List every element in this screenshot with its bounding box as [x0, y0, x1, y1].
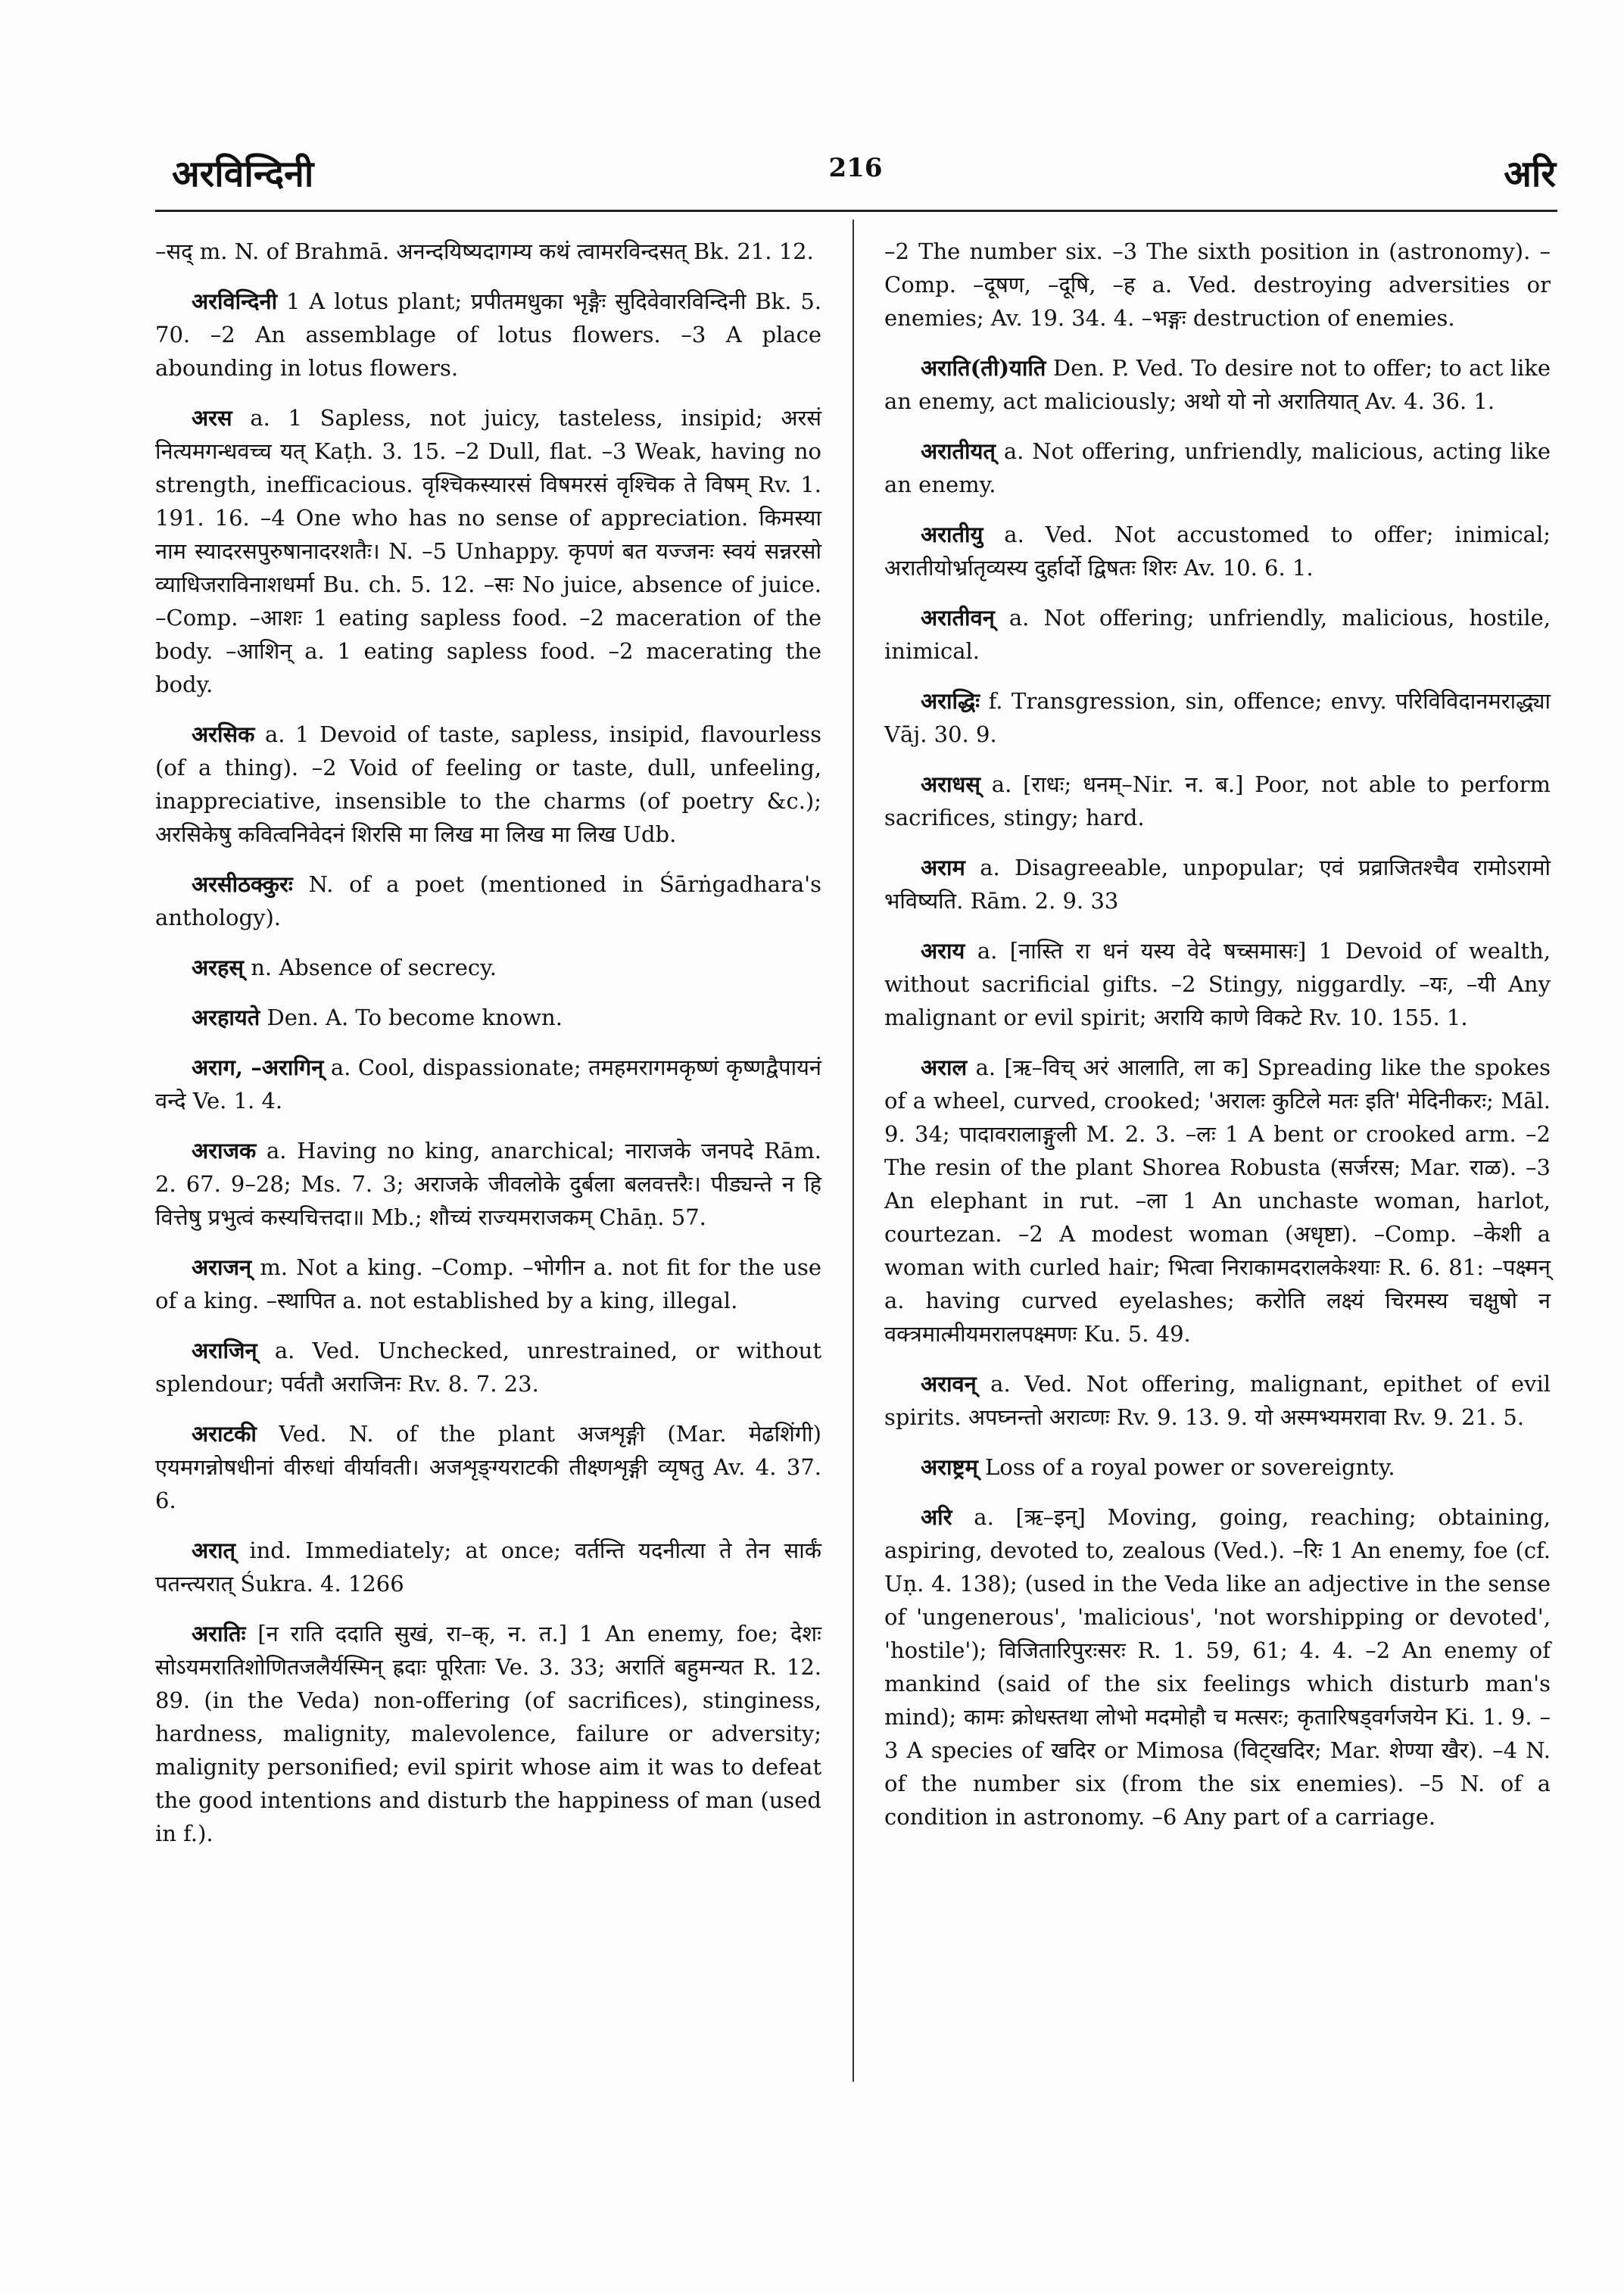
entry-headword: अरविन्दिनी: [192, 288, 278, 314]
entry-text: a. 1 Devoid of taste, sapless, insipid, flavourless (of a thing). –2 Void of feeling or taste, dull, unfeeling, inappreciative, insensible to the charms (of poetry &c.); अरसिकेषु कवित्वनिवेदनं शिरसि मा लिख मा लिख मा लिख Udb.: [155, 721, 821, 847]
entry-headword: अरसीठक्कुरः: [192, 871, 293, 897]
entry-text: 1 A lotus plant; प्रपीतमधुका भृङ्गैः सुदिवेवारविन्दिनी Bk. 5. 70. –2 An assemblage of lotus flowers. –3 A place abounding in lotus flowers.: [155, 288, 821, 381]
entry-headword: अराति(ती)याति: [921, 355, 1046, 381]
dictionary-entry: [155, 1001, 821, 1034]
dictionary-entry: [155, 718, 821, 851]
dictionary-entry: [155, 1251, 821, 1317]
entry-text: Loss of a royal power or sovereignty.: [985, 1454, 1395, 1480]
dictionary-entry: [884, 1500, 1551, 1833]
dictionary-entry: [884, 351, 1551, 418]
page-number: 216: [828, 153, 883, 183]
entry-headword: अराष्ट्रम्: [921, 1454, 978, 1480]
dictionary-entry: [884, 684, 1551, 751]
entry-headword: अरहस्: [192, 955, 245, 980]
entry-headword: अरातीवन्: [921, 605, 995, 631]
entry-text: Den. P. Ved. To desire not to offer; to act like an enemy, act maliciously; अथो यो नो अरातियात् Av. 4. 36. 1.: [884, 355, 1551, 414]
dictionary-entry: [884, 1051, 1551, 1351]
left-column: [155, 235, 821, 1867]
entry-headword: अरातिः: [192, 1621, 246, 1647]
dictionary-entry: [155, 868, 821, 934]
entry-text: [न राति ददाति सुखं, रा–क्, न. त.] 1 An enemy, foe; देशः सोऽयमरातिशोणितजलैर्यस्मिन् ह्रदाः पूरिताः Ve. 3. 33; अरातिं बहुमन्यत R. 12. 89. (in the Veda) non-offering (of sacrifices), stinginess, hardness, malignity, malevolence, failure or adversity; malignity personified; evil spirit whose aim it was to defeat the good intentions and disturb the happiness of man (used in f.).: [155, 1621, 821, 1846]
dictionary-entry: [155, 1051, 821, 1117]
dictionary-entry: [884, 768, 1551, 834]
entry-text: ind. Immediately; at once; वर्तन्ति यदनीत्या ते तेन सार्कं पतन्त्यरात् Śukra. 4. 1266: [155, 1537, 821, 1597]
entry-headword: अराटकी: [192, 1421, 257, 1447]
entry-headword: अरि: [921, 1504, 952, 1530]
entry-text: m. Not a king. –Comp. –भोगीन a. not fit for the use of a king. –स्थापित a. not established by a king, illegal.: [155, 1254, 822, 1313]
dictionary-entry: [155, 401, 821, 701]
entry-text: –2 The number six. –3 The sixth position in (astronomy). –Comp. –दूषण, –दूषि, –ह a. Ved. destroying adversities or enemies; Av. 19. 34. 4. –भङ्गः destruction of enemies.: [884, 238, 1551, 331]
running-head-left: अरविन्दिनी: [172, 153, 314, 195]
entry-text: N. of a poet (mentioned in Śārṅgadhara's anthology).: [155, 871, 821, 930]
entry-headword: अराम: [921, 855, 965, 880]
entry-text: a. Not offering, unfriendly, malicious, acting like an enemy.: [884, 438, 1551, 497]
entry-text: Den. A. To become known.: [267, 1005, 563, 1030]
entry-headword: अरात्: [192, 1537, 236, 1563]
running-head-right: अरि: [1504, 153, 1556, 195]
right-column: [884, 235, 1551, 1850]
dictionary-entry: [155, 951, 821, 984]
entry-text: a. [ऋ–विच् अरं आलाति, ला क] Spreading like the spokes of a wheel, curved, crooked; 'अरालः कुटिले मतः इति' मेदिनीकरः; Māl. 9. 34; पादावरालाङ्गुली M. 2. 3. –लः 1 A bent or crooked arm. –2 The resin of the plant Shorea Robusta (सर्जरस; Mar. राळ). –3 An elephant in rut. –ला 1 An unchaste woman, harlot, courtezan. –2 A modest woman (अधृष्टा). –Comp. –केशी a woman with curled hair; भित्वा निराकामदरालकेश्याः R. 6. 81: –पक्ष्मन् a. having curved eyelashes; करोति लक्ष्यं चिरमस्य चक्षुषो न वक्त्रमात्मीयमरालपक्ष्मणः Ku. 5. 49.: [884, 1055, 1551, 1347]
header-rule: [155, 210, 1557, 212]
entry-text: n. Absence of secrecy.: [251, 955, 497, 980]
entry-headword: अरावन्: [921, 1371, 977, 1397]
entry-text: f. Transgression, sin, offence; envy. परिविविदानमराद्ध्या Vāj. 30. 9.: [884, 688, 1551, 747]
entry-text: a. [नास्ति रा धनं यस्य वेदे षच्समासः] 1 Devoid of wealth, without sacrificial gifts. –2 Stingy, niggardly. –यः, –यी Any malignant or evil spirit; अरायि काणे विकटे Rv. 10. 155. 1.: [884, 938, 1551, 1030]
dictionary-entry: [155, 1617, 821, 1850]
entry-text: a. Ved. Not offering, malignant, epithet of evil spirits. अपघ्नन्तो अराव्णः Rv. 9. 13. 9. यो अस्मभ्यमरावा Rv. 9. 21. 5.: [884, 1371, 1551, 1430]
entry-headword: अरातीयत्: [921, 438, 996, 464]
entry-headword: अराल: [921, 1055, 968, 1080]
entry-text: a. Ved. Not accustomed to offer; inimical; अरातीयोर्भ्रातृव्यस्य दुर्हार्दो द्विषतः शिरः Av. 10. 6. 1.: [884, 522, 1551, 581]
dictionary-entry: [884, 1367, 1551, 1434]
entry-text: a. Not offering; unfriendly, malicious, hostile, inimical.: [884, 605, 1551, 664]
entry-text: –सद् m. N. of Brahmā. अनन्दयिष्यदागम्य कथं त्वामरविन्दसत् Bk. 21. 12.: [155, 238, 814, 264]
entry-headword: अराद्धिः: [921, 688, 980, 714]
entry-text: Ved. N. of the plant अजशृङ्गी (Mar. मेढशिंगी) एयमगन्नोषधीनां वीरुधां वीर्यावती। अजशृङ्ग्यराटकी तीक्ष्णशृङ्गी व्यृषतु Av. 4. 37. 6.: [155, 1421, 821, 1513]
dictionary-entry: [884, 1450, 1551, 1484]
entry-text: a. Disagreeable, unpopular; एवं प्रव्राजितश्चैव रामोऽरामो भविष्यति. Rām. 2. 9. 33: [884, 855, 1551, 914]
entry-text: a. [राधः; धनम्–Nir. न. ब.] Poor, not able to perform sacrifices, stingy; hard.: [884, 771, 1551, 830]
dictionary-entry: [155, 285, 821, 385]
dictionary-entry: [884, 518, 1551, 584]
page-header: [155, 144, 1556, 204]
entry-headword: अरहायते: [192, 1005, 260, 1030]
dictionary-entry: [884, 235, 1551, 335]
entry-text: a. 1 Sapless, not juicy, tasteless, insipid; अरसं नित्यमगन्धवच्च यत् Kaṭh. 3. 15. –2 Dull, flat. –3 Weak, having no strength, inefficacious. वृश्चिकस्यारसं विषमरसं वृश्चिक ते विषम् Rv. 1. 191. 16. –4 One who has no sense of appreciation. किमस्या नाम स्यादरसपुरुषानादरशतैः। N. –5 Unhappy. कृपणं बत यज्जनः स्वयं सन्नरसो व्याधिजराविनाशधर्मा Bu. ch. 5. 12. –सः No juice, absence of juice. –Comp. –आशः 1 eating sapless food. –2 maceration of the body. –आशिन् a. 1 eating sapless food. –2 macerating the body.: [155, 405, 821, 697]
entry-text: a. Having no king, anarchical; नाराजके जनपदे Rām. 2. 67. 9–28; Ms. 7. 3; अराजके जीवलोके दुर्बला बलवत्तरैः। पीड्यन्ते न हि वित्तेषु प्रभुत्वं कस्यचित्तदा॥ Mb.; शौच्यं राज्यमराजकम् Chāṇ. 57.: [155, 1138, 821, 1230]
entry-headword: अराधस्: [921, 771, 980, 797]
entry-headword: अराग, –अरागिन्: [192, 1055, 324, 1080]
entry-headword: अराजन्: [192, 1254, 252, 1280]
dictionary-entry: [884, 851, 1551, 918]
dictionary-entry: [155, 1534, 821, 1600]
dictionary-entry: [155, 1134, 821, 1234]
entry-headword: अराजक: [192, 1138, 257, 1164]
entry-text: a. Cool, dispassionate; तमहमरागमकृष्णं कृष्णद्वैपायनं वन्दे Ve. 1. 4.: [155, 1055, 821, 1114]
entry-headword: अरसिक: [192, 721, 255, 747]
entry-headword: अरस: [192, 405, 232, 431]
entry-headword: अराय: [921, 938, 965, 964]
dictionary-entry: [155, 235, 821, 268]
dictionary-entry: [884, 435, 1551, 501]
dictionary-entry: [884, 934, 1551, 1034]
entry-text: a. Ved. Unchecked, unrestrained, or without splendour; पर्वतौ अराजिनः Rv. 8. 7. 23.: [155, 1338, 822, 1397]
dictionary-entry: [155, 1417, 821, 1517]
dictionary-entry: [884, 601, 1551, 668]
column-divider: [853, 220, 854, 2082]
dictionary-entry: [155, 1334, 821, 1400]
entry-headword: अरातीयु: [921, 522, 983, 547]
entry-text: a. [ऋ–इन्] Moving, going, reaching; obtaining, aspiring, devoted to, zealous (Ved.). –रिः 1 An enemy, foe (cf. Uṇ. 4. 138); (used in the Veda like an adjective in the sense of 'ungenerous', 'malicious', 'not worshipping or devoted', 'hostile'); विजितारिपुरःसरः R. 1. 59, 61; 4. 4. –2 An enemy of mankind (said of the six feelings which disturb man's mind); कामः क्रोधस्तथा लोभो मदमोहौ च मत्सरः; कृतारिषड्वर्गजयेन Ki. 1. 9. –3 A species of खदिर or Mimosa (विट्खदिर; Mar. शेण्या खैर). –4 N. of the number six (from the six enemies). –5 N. of a condition in astronomy. –6 Any part of a carriage.: [884, 1504, 1551, 1830]
entry-headword: अराजिन्: [192, 1338, 257, 1363]
